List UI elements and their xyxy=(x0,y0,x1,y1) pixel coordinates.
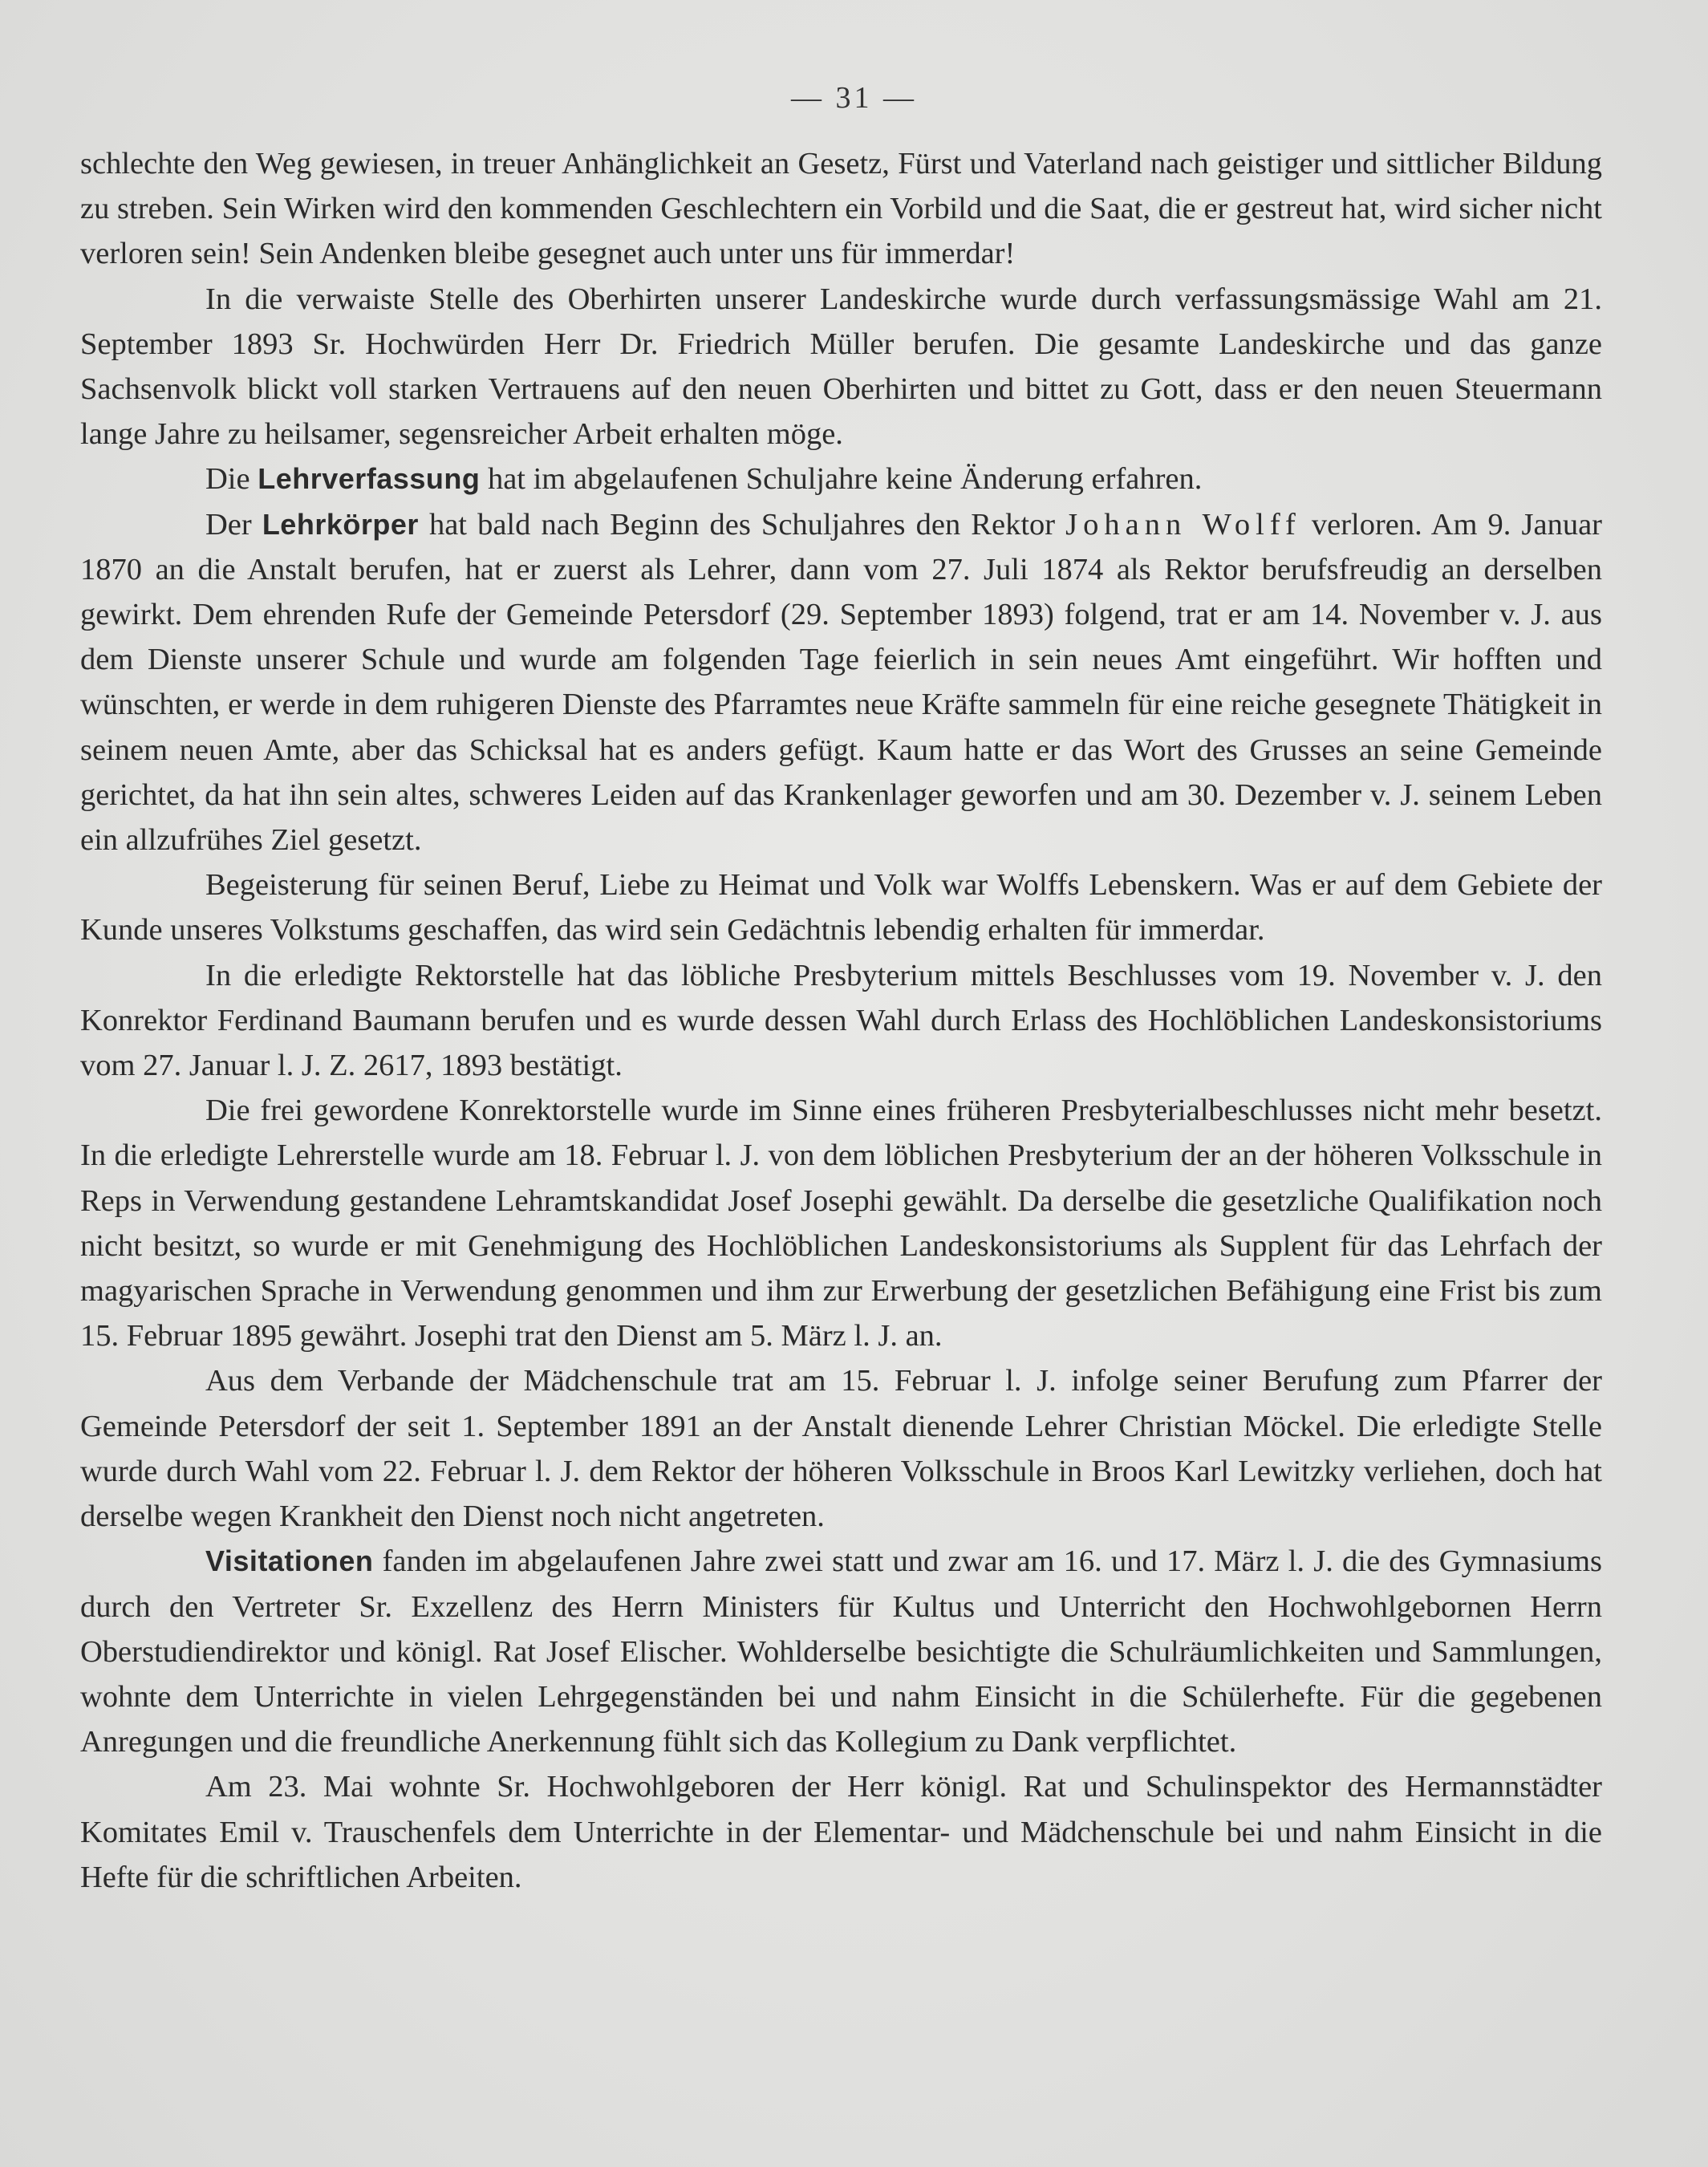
paragraph-text: Begeisterung für seinen Beruf, Liebe zu Heimat und Volk war Wolffs Lebenskern. Was er auf dem Gebiete der Kunde unseres Volkstums geschaffen, das wird sein Gedächtnis lebendig erhalten für immerdar. xyxy=(80,868,1602,948)
spaced-name: Johann Wolff xyxy=(1065,507,1301,542)
paragraph-text: Am 23. Mai wohnte Sr. Hochwohlgeboren der Herr königl. Rat und Schulinspektor des Hermannstädter Komitates Emil v. Trauschenfels dem Unterrichte in der Elementar- und Mädchenschule bei und nahm Einsicht in die Hefte für die schriftlichen Arbeiten. xyxy=(80,1770,1602,1894)
paragraph-text: schlechte den Weg gewiesen, in treuer Anhänglichkeit an Gesetz, Fürst und Vaterland nach geistiger und sittlicher Bildung zu streben. Sein Wirken wird den kommenden Geschlechtern ein Vorbild und die Saat, die er gestreut hat, wird sicher nicht verloren sein! Sein Andenken bleibe gesegnet auch unter uns für immerdar! xyxy=(80,147,1602,271)
body-text xyxy=(80,141,1602,1900)
paragraph-text: In die verwaiste Stelle des Oberhirten unserer Landeskirche wurde durch verfassungsmässige Wahl am 21. September 1893 Sr. Hochwürden Herr Dr. Friedrich Müller berufen. Die gesamte Landeskirche und das ganze Sachsenvolk blickt voll starken Vertrauens auf den neuen Oberhirten und bittet zu Gott, dass er den neuen Steuermann lange Jahre zu heilsamer, segensreicher Arbeit erhalten möge. xyxy=(80,282,1602,452)
paragraph-visitationen xyxy=(80,1539,1602,1764)
paragraph-text: Aus dem Verbande der Mädchenschule trat am 15. Februar l. J. infolge seiner Berufung zum Pfarrer der Gemeinde Petersdorf der seit 1. September 1891 an der Anstalt dienende Lehrer Christian Möckel. Die erledigte Stelle wurde durch Wahl vom 22. Februar l. J. dem Rektor der höheren Volksschule in Broos Karl Lewitzky verliehen, doch hat derselbe wegen Krankheit den Dienst noch nicht angetreten. xyxy=(80,1364,1602,1534)
paragraph-oberhirte xyxy=(80,277,1602,457)
paragraph-text: hat im abgelaufenen Schuljahre keine Änderung erfahren. xyxy=(480,462,1203,497)
paragraph-lead: Der xyxy=(205,507,262,542)
section-keyword: Visitationen xyxy=(205,1544,374,1578)
paragraph-text: In die erledigte Rektorstelle hat das löbliche Presbyterium mittels Beschlusses vom 19. November v. J. den Konrektor Ferdinand Baumann berufen und es wurde dessen Wahl durch Erlass des Hochlöblichen Landeskonsistoriums vom 27. Januar l. J. Z. 2617, 1893 bestätigt. xyxy=(80,958,1602,1083)
paragraph-text: Die frei gewordene Konrektorstelle wurde im Sinne eines früheren Presbyterialbeschlusses nicht mehr besetzt. In die erledigte Lehrerstelle wurde am 18. Februar l. J. von dem löblichen Presbyterium der an der höheren Volksschule in Reps in Verwendung gestandene Lehramtskandidat Josef Josephi gewählt. Da derselbe die gesetzliche Qualifikation noch nicht besitzt, so wurde er mit Genehmigung des Hochlöblichen Landeskonsistoriums als Supplent für das Lehrfach der magyarischen Sprache in Verwendung genommen und ihm zur Erwerbung der gesetzlichen Befähigung eine Frist bis zum 15. Februar 1895 gewährt. Josephi trat den Dienst am 5. März l. J. an. xyxy=(80,1094,1602,1353)
paragraph-text: verloren. Am 9. Januar 1870 an die Anstalt berufen, hat er zuerst als Lehrer, dann vom 27. Juli 1874 als Rektor berufsfreudig an derselben gewirkt. Dem ehrenden Rufe der Gemeinde Petersdorf (29. September 1893) folgend, trat er am 14. November v. J. aus dem Dienste unserer Schule und wurde am folgenden Tage feierlich in sein neues Amt eingeführt. Wir hofften und wünschten, er werde in dem ruhigeren Dienste des Pfarramtes neue Kräfte sammeln für eine reiche gesegnete Thätigkeit in seinem neuen Amte, aber das Schicksal hat es anders gefügt. Kaum hatte er das Wort des Grusses an seine Gemeinde gerichtet, da hat ihn sein altes, schweres Leiden auf das Krankenlager geworfen und am 30. Dezember v. J. seinem Leben ein allzufrühes Ziel gesetzt. xyxy=(80,507,1602,858)
paragraph-lehrkoerper xyxy=(80,502,1602,863)
page-number: — 31 — xyxy=(791,81,917,115)
paragraph-lead: Die xyxy=(205,462,258,497)
paragraph-konrektorstelle xyxy=(80,1088,1602,1358)
section-keyword: Lehrverfassung xyxy=(258,462,481,496)
paragraph-lehrverfassung xyxy=(80,457,1602,501)
paragraph-text: hat bald nach Beginn des Schuljahres den Rektor xyxy=(418,507,1066,542)
paragraph-schulinspektor xyxy=(80,1764,1602,1900)
paragraph-wolff-tribute xyxy=(80,862,1602,952)
paragraph-rektorstelle xyxy=(80,953,1602,1089)
section-keyword: Lehrkörper xyxy=(262,507,419,541)
paragraph-continuation xyxy=(80,141,1602,277)
paragraph-maedchenschule xyxy=(80,1358,1602,1539)
paragraph-text: fanden im abgelaufenen Jahre zwei statt und zwar am 16. und 17. März l. J. die des Gymnasiums durch den Vertreter Sr. Exzellenz des Herrn Ministers für Kultus und Unterricht den Hochwohlgebornen Herrn Oberstudiendirektor und königl. Rat Josef Elischer. Wohlderselbe besichtigte die Schulräumlichkeiten und Sammlungen, wohnte dem Unterrichte in vielen Lehrgegenständen bei und nahm Einsicht in die Schülerhefte. Für die gegebenen Anregungen und die freundliche Anerkennung fühlt sich das Kollegium zu Dank verpflichtet. xyxy=(80,1544,1602,1759)
